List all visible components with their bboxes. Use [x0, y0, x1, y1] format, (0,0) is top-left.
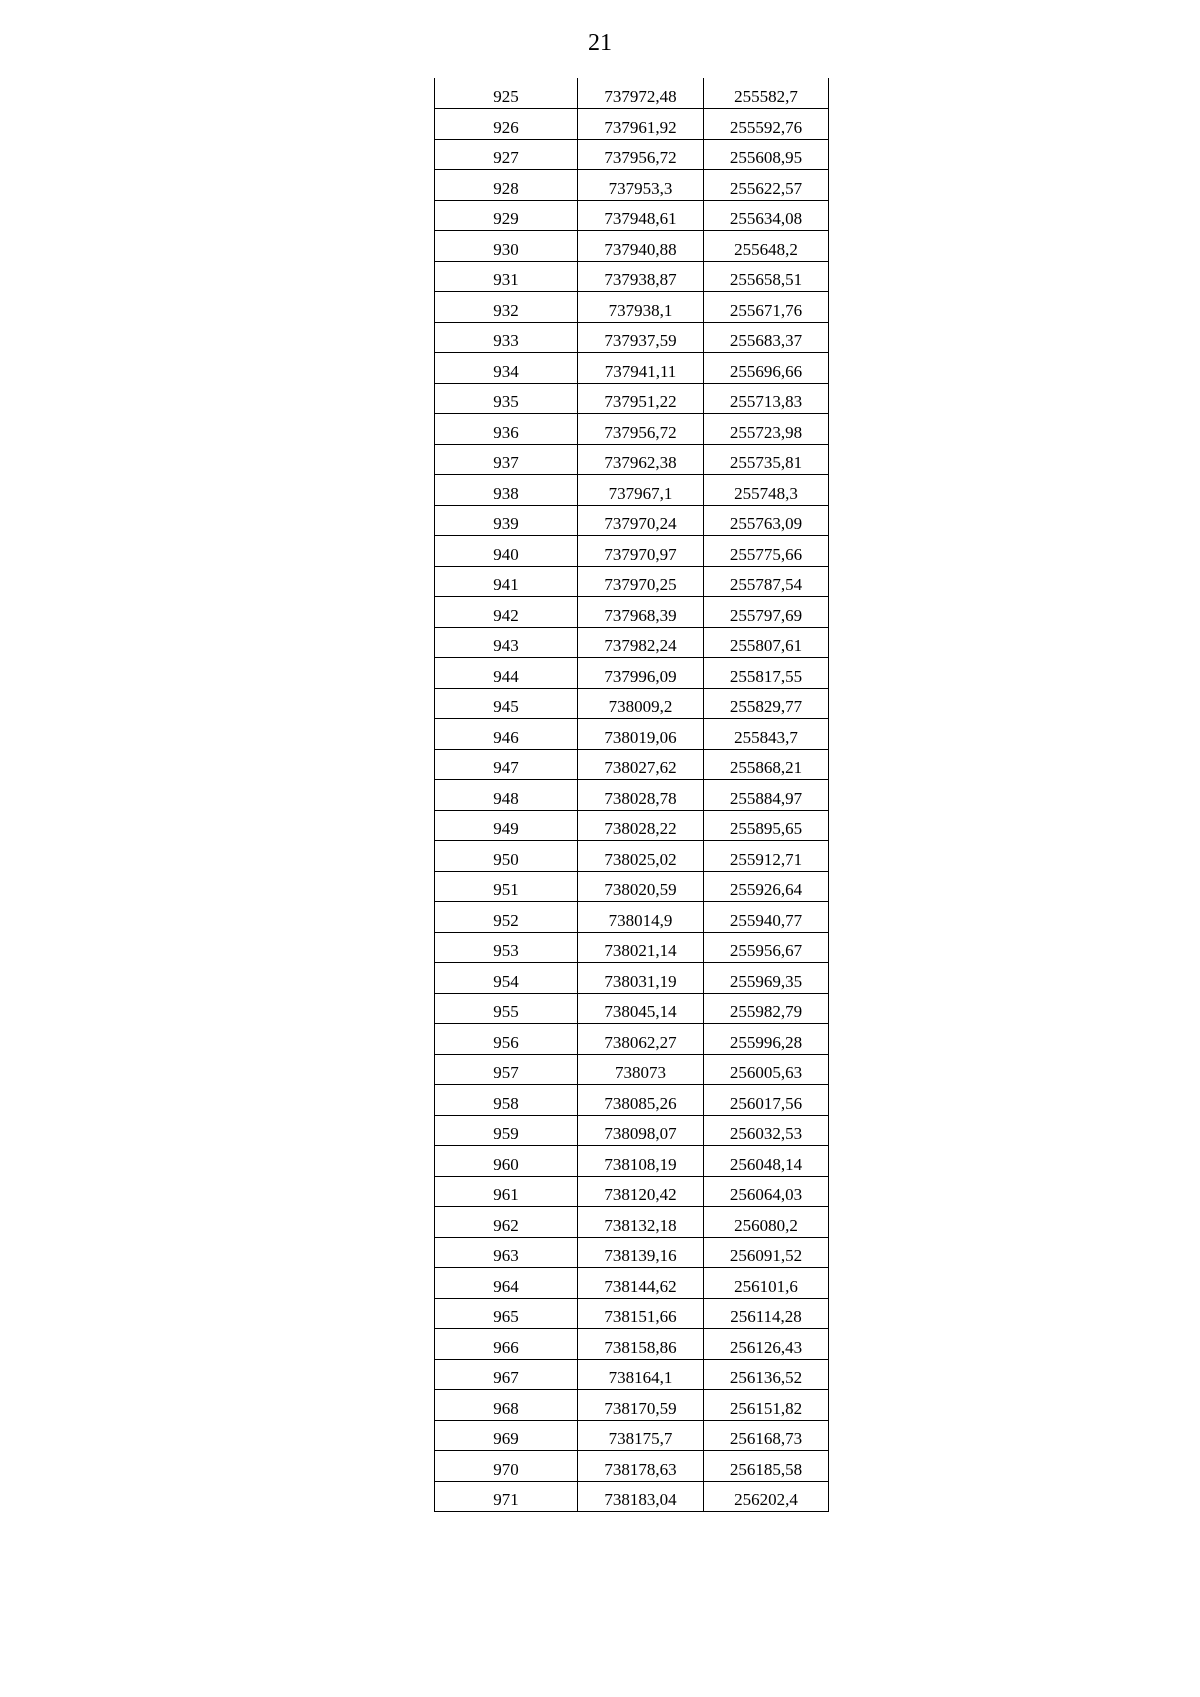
- y-coordinate-cell: 255735,81: [704, 444, 829, 475]
- table-row: [435, 292, 829, 323]
- x-coordinate-cell: 738073: [578, 1054, 704, 1085]
- point-number-cell: 953: [435, 932, 578, 963]
- y-coordinate-cell: 255592,76: [704, 109, 829, 140]
- point-number-cell: 946: [435, 719, 578, 750]
- point-number-cell: 959: [435, 1115, 578, 1146]
- table-row: [435, 414, 829, 445]
- y-coordinate-cell: 256005,63: [704, 1054, 829, 1085]
- y-coordinate-cell: 256126,43: [704, 1329, 829, 1360]
- point-number-cell: 966: [435, 1329, 578, 1360]
- table-row: [435, 1176, 829, 1207]
- table-row: [435, 1024, 829, 1055]
- point-number-cell: 956: [435, 1024, 578, 1055]
- y-coordinate-cell: 255982,79: [704, 993, 829, 1024]
- table-row: [435, 1268, 829, 1299]
- x-coordinate-cell: 738020,59: [578, 871, 704, 902]
- y-coordinate-cell: 255884,97: [704, 780, 829, 811]
- point-number-cell: 925: [435, 78, 578, 109]
- x-coordinate-cell: 737953,3: [578, 170, 704, 201]
- x-coordinate-cell: 737996,09: [578, 658, 704, 689]
- y-coordinate-cell: 255713,83: [704, 383, 829, 414]
- x-coordinate-cell: 737961,92: [578, 109, 704, 140]
- point-number-cell: 961: [435, 1176, 578, 1207]
- x-coordinate-cell: 738021,14: [578, 932, 704, 963]
- table-row: [435, 322, 829, 353]
- table-row: [435, 505, 829, 536]
- x-coordinate-cell: 738158,86: [578, 1329, 704, 1360]
- point-number-cell: 957: [435, 1054, 578, 1085]
- table-row: [435, 780, 829, 811]
- x-coordinate-cell: 737951,22: [578, 383, 704, 414]
- table-row: [435, 1237, 829, 1268]
- y-coordinate-cell: 255787,54: [704, 566, 829, 597]
- x-coordinate-cell: 738108,19: [578, 1146, 704, 1177]
- coordinates-table-body: [435, 78, 829, 1512]
- x-coordinate-cell: 737968,39: [578, 597, 704, 628]
- y-coordinate-cell: 256202,4: [704, 1481, 829, 1512]
- point-number-cell: 931: [435, 261, 578, 292]
- point-number-cell: 936: [435, 414, 578, 445]
- table-row: [435, 627, 829, 658]
- point-number-cell: 938: [435, 475, 578, 506]
- x-coordinate-cell: 738178,63: [578, 1451, 704, 1482]
- point-number-cell: 941: [435, 566, 578, 597]
- y-coordinate-cell: 256136,52: [704, 1359, 829, 1390]
- x-coordinate-cell: 738144,62: [578, 1268, 704, 1299]
- y-coordinate-cell: 255912,71: [704, 841, 829, 872]
- x-coordinate-cell: 738098,07: [578, 1115, 704, 1146]
- x-coordinate-cell: 737937,59: [578, 322, 704, 353]
- point-number-cell: 960: [435, 1146, 578, 1177]
- point-number-cell: 949: [435, 810, 578, 841]
- x-coordinate-cell: 738170,59: [578, 1390, 704, 1421]
- point-number-cell: 935: [435, 383, 578, 414]
- y-coordinate-cell: 256032,53: [704, 1115, 829, 1146]
- y-coordinate-cell: 255608,95: [704, 139, 829, 170]
- x-coordinate-cell: 737970,97: [578, 536, 704, 567]
- point-number-cell: 944: [435, 658, 578, 689]
- y-coordinate-cell: 255843,7: [704, 719, 829, 750]
- x-coordinate-cell: 737948,61: [578, 200, 704, 231]
- y-coordinate-cell: 256151,82: [704, 1390, 829, 1421]
- point-number-cell: 945: [435, 688, 578, 719]
- x-coordinate-cell: 737967,1: [578, 475, 704, 506]
- table-row: [435, 932, 829, 963]
- y-coordinate-cell: 256091,52: [704, 1237, 829, 1268]
- point-number-cell: 965: [435, 1298, 578, 1329]
- x-coordinate-cell: 738085,26: [578, 1085, 704, 1116]
- table-row: [435, 597, 829, 628]
- table-row: [435, 902, 829, 933]
- point-number-cell: 937: [435, 444, 578, 475]
- y-coordinate-cell: 255763,09: [704, 505, 829, 536]
- y-coordinate-cell: 256064,03: [704, 1176, 829, 1207]
- point-number-cell: 962: [435, 1207, 578, 1238]
- table-row: [435, 749, 829, 780]
- y-coordinate-cell: 255956,67: [704, 932, 829, 963]
- y-coordinate-cell: 255671,76: [704, 292, 829, 323]
- point-number-cell: 970: [435, 1451, 578, 1482]
- x-coordinate-cell: 738175,7: [578, 1420, 704, 1451]
- point-number-cell: 952: [435, 902, 578, 933]
- point-number-cell: 933: [435, 322, 578, 353]
- y-coordinate-cell: 255775,66: [704, 536, 829, 567]
- table-row: [435, 1420, 829, 1451]
- point-number-cell: 958: [435, 1085, 578, 1116]
- point-number-cell: 951: [435, 871, 578, 902]
- x-coordinate-cell: 737970,25: [578, 566, 704, 597]
- table-row: [435, 719, 829, 750]
- x-coordinate-cell: 738025,02: [578, 841, 704, 872]
- y-coordinate-cell: 255940,77: [704, 902, 829, 933]
- table-row: [435, 810, 829, 841]
- x-coordinate-cell: 737940,88: [578, 231, 704, 262]
- x-coordinate-cell: 737938,87: [578, 261, 704, 292]
- table-row: [435, 658, 829, 689]
- y-coordinate-cell: 255748,3: [704, 475, 829, 506]
- table-row: [435, 1207, 829, 1238]
- x-coordinate-cell: 738139,16: [578, 1237, 704, 1268]
- y-coordinate-cell: 256168,73: [704, 1420, 829, 1451]
- table-row: [435, 475, 829, 506]
- table-row: [435, 78, 829, 109]
- x-coordinate-cell: 737982,24: [578, 627, 704, 658]
- y-coordinate-cell: 255829,77: [704, 688, 829, 719]
- point-number-cell: 930: [435, 231, 578, 262]
- table-row: [435, 566, 829, 597]
- coordinates-table: [434, 78, 829, 1512]
- y-coordinate-cell: 255658,51: [704, 261, 829, 292]
- table-row: [435, 1329, 829, 1360]
- y-coordinate-cell: 255807,61: [704, 627, 829, 658]
- table-row: [435, 963, 829, 994]
- table-row: [435, 1298, 829, 1329]
- y-coordinate-cell: 255622,57: [704, 170, 829, 201]
- x-coordinate-cell: 738132,18: [578, 1207, 704, 1238]
- table-row: [435, 536, 829, 567]
- point-number-cell: 948: [435, 780, 578, 811]
- y-coordinate-cell: 255817,55: [704, 658, 829, 689]
- point-number-cell: 939: [435, 505, 578, 536]
- y-coordinate-cell: 256185,58: [704, 1451, 829, 1482]
- y-coordinate-cell: 255996,28: [704, 1024, 829, 1055]
- point-number-cell: 928: [435, 170, 578, 201]
- table-row: [435, 170, 829, 201]
- point-number-cell: 947: [435, 749, 578, 780]
- table-row: [435, 871, 829, 902]
- x-coordinate-cell: 738151,66: [578, 1298, 704, 1329]
- y-coordinate-cell: 255634,08: [704, 200, 829, 231]
- y-coordinate-cell: 255723,98: [704, 414, 829, 445]
- point-number-cell: 968: [435, 1390, 578, 1421]
- point-number-cell: 929: [435, 200, 578, 231]
- x-coordinate-cell: 737956,72: [578, 139, 704, 170]
- y-coordinate-cell: 255868,21: [704, 749, 829, 780]
- point-number-cell: 943: [435, 627, 578, 658]
- table-row: [435, 231, 829, 262]
- y-coordinate-cell: 255895,65: [704, 810, 829, 841]
- y-coordinate-cell: 255696,66: [704, 353, 829, 384]
- y-coordinate-cell: 255582,7: [704, 78, 829, 109]
- x-coordinate-cell: 738164,1: [578, 1359, 704, 1390]
- point-number-cell: 932: [435, 292, 578, 323]
- x-coordinate-cell: 738028,78: [578, 780, 704, 811]
- x-coordinate-cell: 738028,22: [578, 810, 704, 841]
- table-row: [435, 1390, 829, 1421]
- y-coordinate-cell: 255926,64: [704, 871, 829, 902]
- y-coordinate-cell: 255969,35: [704, 963, 829, 994]
- x-coordinate-cell: 738027,62: [578, 749, 704, 780]
- x-coordinate-cell: 738120,42: [578, 1176, 704, 1207]
- point-number-cell: 926: [435, 109, 578, 140]
- y-coordinate-cell: 256101,6: [704, 1268, 829, 1299]
- x-coordinate-cell: 737956,72: [578, 414, 704, 445]
- y-coordinate-cell: 255797,69: [704, 597, 829, 628]
- x-coordinate-cell: 737962,38: [578, 444, 704, 475]
- table-row: [435, 1451, 829, 1482]
- table-row: [435, 1146, 829, 1177]
- table-row: [435, 1481, 829, 1512]
- x-coordinate-cell: 738019,06: [578, 719, 704, 750]
- table-row: [435, 841, 829, 872]
- point-number-cell: 955: [435, 993, 578, 1024]
- table-row: [435, 139, 829, 170]
- point-number-cell: 954: [435, 963, 578, 994]
- x-coordinate-cell: 738183,04: [578, 1481, 704, 1512]
- x-coordinate-cell: 738009,2: [578, 688, 704, 719]
- table-row: [435, 1115, 829, 1146]
- point-number-cell: 934: [435, 353, 578, 384]
- x-coordinate-cell: 737970,24: [578, 505, 704, 536]
- point-number-cell: 967: [435, 1359, 578, 1390]
- x-coordinate-cell: 737972,48: [578, 78, 704, 109]
- point-number-cell: 969: [435, 1420, 578, 1451]
- point-number-cell: 942: [435, 597, 578, 628]
- table-row: [435, 444, 829, 475]
- y-coordinate-cell: 255648,2: [704, 231, 829, 262]
- x-coordinate-cell: 737941,11: [578, 353, 704, 384]
- table-row: [435, 993, 829, 1024]
- table-row: [435, 261, 829, 292]
- table-row: [435, 1359, 829, 1390]
- y-coordinate-cell: 256017,56: [704, 1085, 829, 1116]
- table-row: [435, 383, 829, 414]
- table-row: [435, 200, 829, 231]
- point-number-cell: 940: [435, 536, 578, 567]
- y-coordinate-cell: 256048,14: [704, 1146, 829, 1177]
- y-coordinate-cell: 255683,37: [704, 322, 829, 353]
- x-coordinate-cell: 738014,9: [578, 902, 704, 933]
- point-number-cell: 964: [435, 1268, 578, 1299]
- x-coordinate-cell: 738031,19: [578, 963, 704, 994]
- point-number-cell: 950: [435, 841, 578, 872]
- table-row: [435, 353, 829, 384]
- table-row: [435, 688, 829, 719]
- table-row: [435, 1054, 829, 1085]
- y-coordinate-cell: 256080,2: [704, 1207, 829, 1238]
- y-coordinate-cell: 256114,28: [704, 1298, 829, 1329]
- x-coordinate-cell: 737938,1: [578, 292, 704, 323]
- table-row: [435, 109, 829, 140]
- table-row: [435, 1085, 829, 1116]
- point-number-cell: 963: [435, 1237, 578, 1268]
- point-number-cell: 927: [435, 139, 578, 170]
- page-number: 21: [588, 30, 612, 56]
- point-number-cell: 971: [435, 1481, 578, 1512]
- x-coordinate-cell: 738062,27: [578, 1024, 704, 1055]
- x-coordinate-cell: 738045,14: [578, 993, 704, 1024]
